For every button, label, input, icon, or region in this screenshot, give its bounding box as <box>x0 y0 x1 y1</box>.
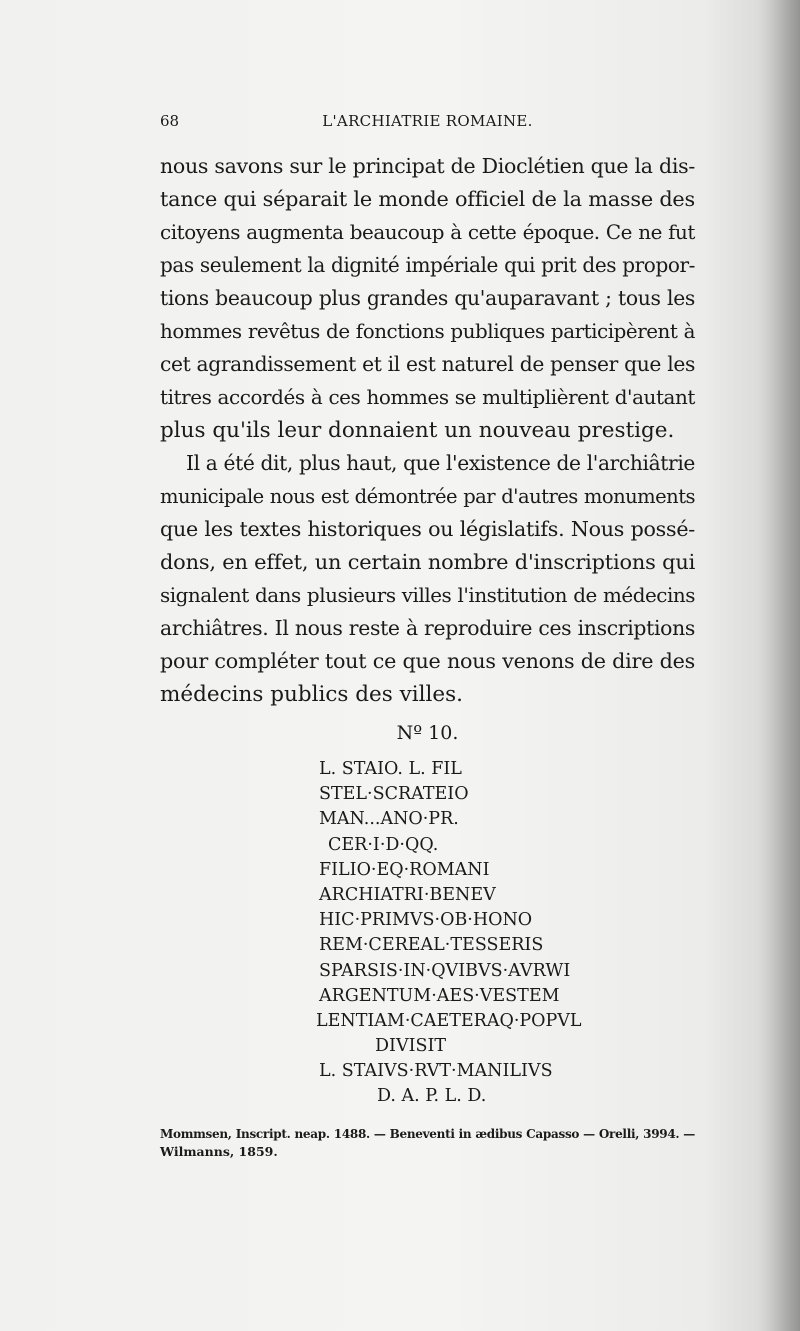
body-text <box>160 150 695 711</box>
text-line: pour compléter tout ce que nous venons de dire des <box>160 649 695 673</box>
text-line: titres accordés à ces hommes se multiplièrent d'autant <box>160 385 695 409</box>
footnote-line: Wilmanns, 1859. <box>160 1144 278 1159</box>
text-line: que les textes historiques ou législatifs. Nous possé- <box>160 517 695 541</box>
page-number: 68 <box>160 112 180 130</box>
inscription-line: DIVISIT <box>375 1036 447 1057</box>
text-line: tions beaucoup plus grandes qu'auparavant ; tous les <box>160 286 695 310</box>
inscription-line: D. A. P. L. D. <box>377 1086 487 1107</box>
inscription-number: Nº 10. <box>396 722 459 744</box>
text-line: archiâtres. Il nous reste à reproduire ces inscriptions <box>160 616 695 640</box>
inscription-line: STEL·SCRATEIO <box>319 784 469 805</box>
text-line: plus qu'ils leur donnaient un nouveau prestige. <box>160 418 675 443</box>
text-line: pas seulement la dignité impériale qui prit des propor- <box>160 253 695 277</box>
inscription-line: HIC·PRIMVS·OB·HONO <box>319 910 533 931</box>
inscription-line: SPARSIS·IN·QVIBVS·AVRWI <box>319 960 571 981</box>
footnote-references <box>160 1126 695 1160</box>
inscription-line: MAN...ANO·PR. <box>319 809 459 830</box>
text-line: dons, en effet, un certain nombre d'inscriptions qui <box>160 550 696 574</box>
text-line: nous savons sur le principat de Dioclétien que la dis- <box>160 154 695 178</box>
inscription-block <box>160 757 695 1110</box>
inscription-line: ARGENTUM·AES·VESTEM <box>319 985 560 1006</box>
inscription-line: L. STAIVS·RVT·MANILIVS <box>319 1061 553 1082</box>
inscription-line: L. STAIO. L. FIL <box>319 759 462 779</box>
text-line: Il a été dit, plus haut, que l'existence de l'archiâtrie <box>186 451 696 475</box>
text-line: tance qui séparait le monde officiel de la masse des <box>160 187 695 211</box>
inscription-line: REM·CEREAL·TESSERIS <box>319 935 544 956</box>
page-header <box>160 112 695 136</box>
inscription-line: FILIO·EQ·ROMANI <box>319 859 490 880</box>
text-line: médecins publics des villes. <box>160 682 463 707</box>
inscription-line: CER·I·D·QQ. <box>328 834 439 855</box>
text-line: signalent dans plusieurs villes l'institution de médecins <box>160 584 695 607</box>
page-gutter-shadow <box>758 0 800 1331</box>
text-line: hommes revêtus de fonctions publiques participèrent à <box>160 320 695 343</box>
inscription-line: LENTIAM·CAETERAQ·POPVL <box>316 1010 582 1031</box>
text-line: cet agrandissement et il est naturel de penser que les <box>160 352 695 376</box>
text-line: citoyens augmenta beaucoup à cette époque. Ce ne fut <box>160 221 695 244</box>
running-title: L'ARCHIATRIE ROMAINE. <box>322 112 533 130</box>
inscription-line: ARCHIATRI·BENEV <box>319 884 496 905</box>
footnote-line: Mommsen, Inscript. neap. 1488. — Beneventi in ædibus Capasso — Orelli, 3994. — <box>160 1127 695 1141</box>
text-line: municipale nous est démontrée par d'autres monuments <box>160 485 695 508</box>
